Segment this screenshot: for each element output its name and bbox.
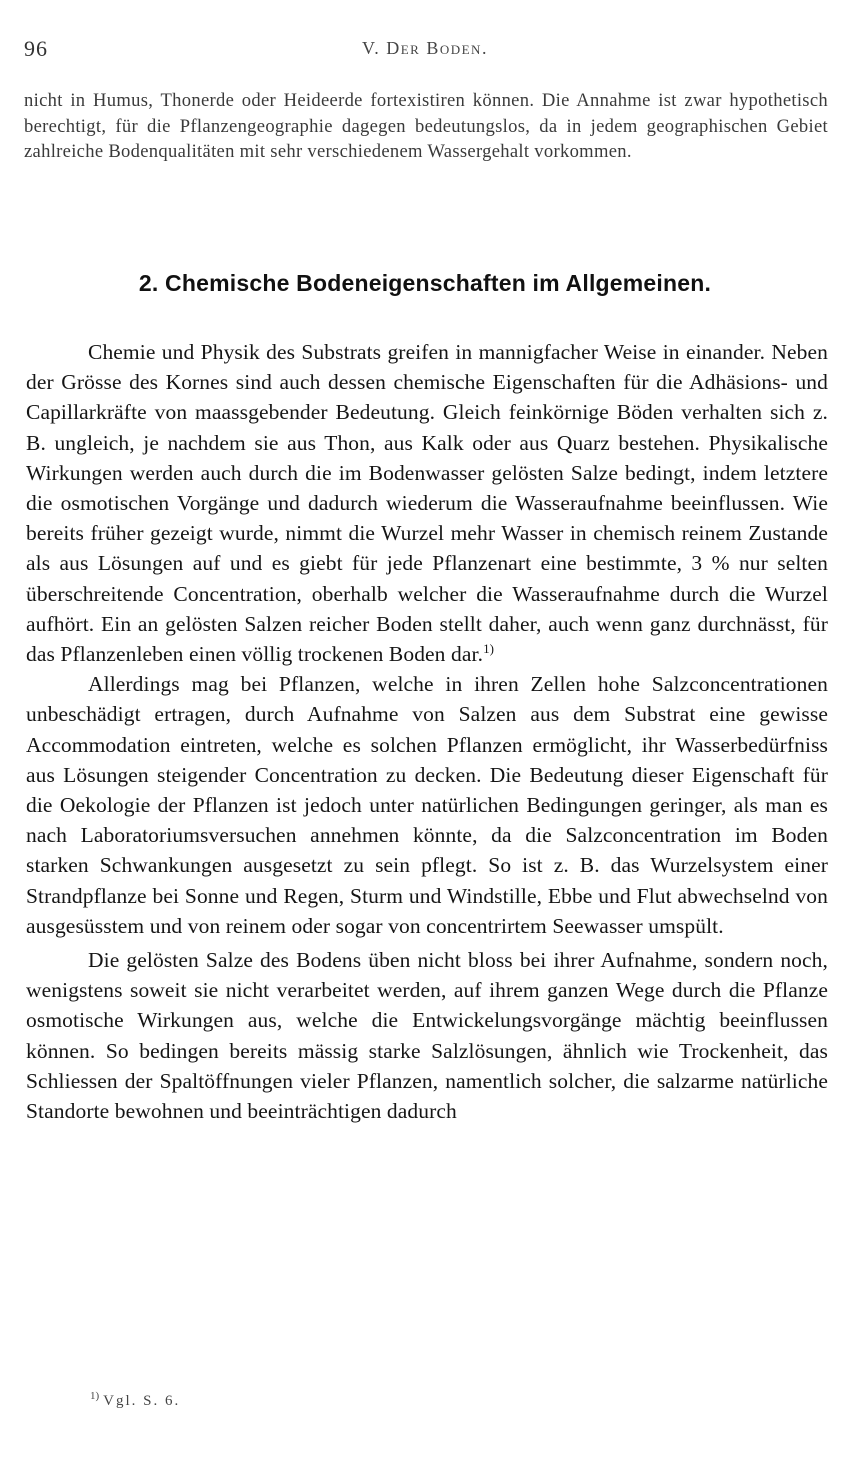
section-body — [26, 337, 828, 1126]
body-paragraph-1 — [26, 337, 828, 669]
page-header — [24, 36, 826, 66]
intro-paragraph: nicht in Humus, Thonerde oder Heideerde fortexistiren können. Die Annahme ist zwar hypothetisch berechtigt, für die Pflanzengeographie dagegen bedeutungslos, da in jedem geographischen Gebiet zahlreiche Bodenqualitäten mit sehr verschiedenem Wassergehalt vorkommen. — [24, 90, 828, 162]
body-paragraph-3: Die gelösten Salze des Bodens üben nicht bloss bei ihrer Aufnahme, sondern noch, wenigstens soweit sie nicht verarbeitet werden, auf ihrem ganzen Wege durch die Pflanze osmotische Wirkungen aus, welche die Entwickelungsvorgänge mächtig beeinflussen können. So bedingen bereits mässig starke Salzlösungen, ähnlich wie Trockenheit, das Schliessen der Spaltöffnungen vieler Pflanzen, namentlich solcher, die salzarme natürliche Standorte bewohnen und beeinträchtigen dadurch — [26, 948, 828, 1124]
footnote-reference[interactable]: 1) — [483, 640, 495, 656]
footnote-text: Vgl. S. 6. — [103, 1393, 181, 1409]
body-paragraph-1-text: Chemie und Physik des Substrats greifen in mannigfacher Weise in einander. Neben der Grösse des Kornes sind auch dessen chemische Eigenschaften für die Adhäsions- und Capillarkräfte von maassgebender Bedeutung. Gleich feinkörnige Böden verhalten sich z. B. ungleich, je nachdem sie aus Thon, aus Kalk oder aus Quarz bestehen. Physikalische Wirkungen werden auch durch die im Bodenwasser gelösten Salze bedingt, indem letztere die osmotischen Vorgänge und dadurch wiederum die Wasseraufnahme beeinflussen. Wie bereits früher gezeigt wurde, nimmt die Wurzel mehr Wasser in chemisch reinem Zustande als aus Lösungen auf und es giebt für jede Pflanzenart eine bestimmte, 3 % nur selten überschreitende Concentration, oberhalb welcher die Wasseraufnahme durch die Wurzel aufhört. Ein an gelösten Salzen reicher Boden stellt daher, auch wenn ganz durchnässt, für das Pflanzenleben einen völlig trockenen Boden dar. — [26, 340, 828, 667]
running-head: V. Der Boden. — [362, 38, 488, 58]
body-paragraph-2: Allerdings mag bei Pflanzen, welche in ihren Zellen hohe Salzconcentrationen unbeschädigt ertragen, durch Aufnahme von Salzen aus dem Substrat eine gewisse Accommodation eintreten, welche es solchen Pflanzen ermöglicht, ihr Wasserbedürfniss aus Lösungen steigender Concentration zu decken. Die Bedeutung dieser Eigenschaft für die Oekologie der Pflanzen ist jedoch unter natürlichen Bedingungen geringer, als man es nach Laboratoriumsversuchen annehmen könnte, da die Salzconcentration im Boden starken Schwankungen ausgesetzt zu sein pflegt. So ist z. B. das Wurzelsystem einer Strandpflanze bei Sonne und Regen, Sturm und Windstille, Ebbe und Flut abwechselnd von ausgesüsstem und von reinem oder sogar von concentrirtem Seewasser umspült. — [26, 672, 828, 938]
section-heading: 2. Chemische Bodeneigenschaften im Allgemeinen. — [138, 270, 712, 296]
footnote-mark: 1) — [90, 1390, 100, 1402]
footnote — [90, 1390, 180, 1410]
page-number: 96 — [24, 36, 48, 61]
